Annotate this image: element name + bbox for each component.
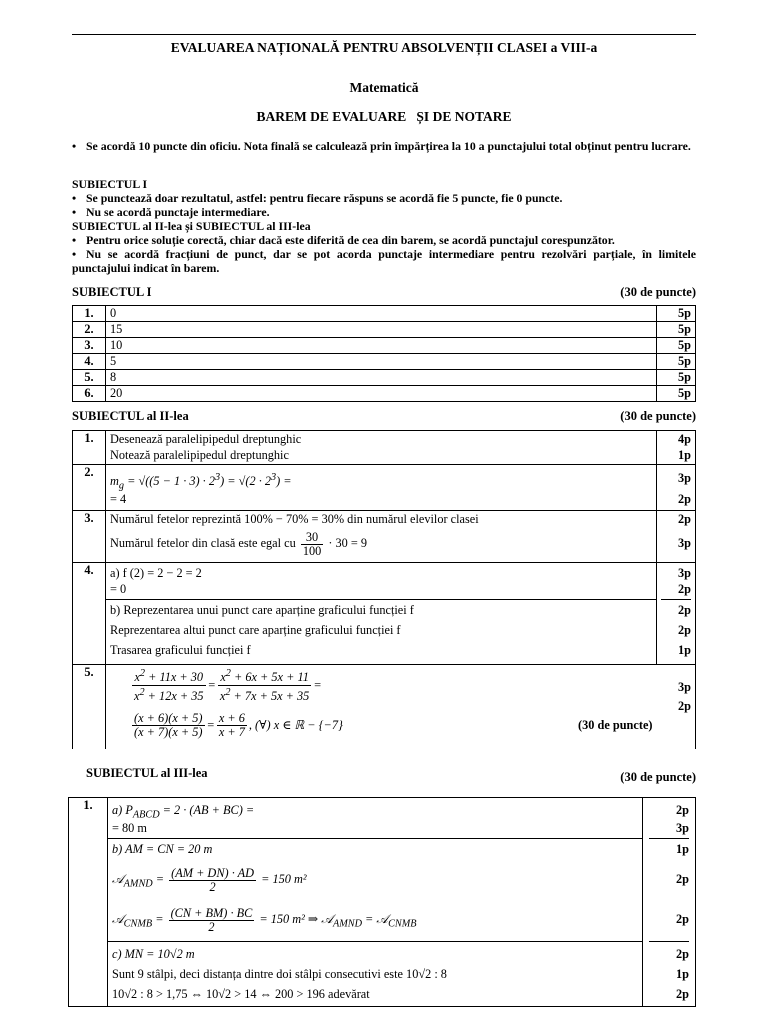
s1-item-points: 5p [657, 322, 696, 338]
s1-item-answer: 8 [106, 370, 657, 386]
s1-item-number: 6. [73, 386, 106, 402]
note-1: • Se acordă 10 puncte din oficiu. Nota finală se calculează prin împărțirea la 10 a punctajului total obținut pentru lucrare. [72, 139, 691, 153]
note-sub23-head: SUBIECTUL al II-lea și SUBIECTUL al III-lea [72, 219, 311, 233]
s1-item-points: 5p [657, 306, 696, 322]
s1-item-number: 4. [73, 354, 106, 370]
s2-r5-line1: $\frac{x^2 + 11x + 30}{x^2 + 12x + 35}$ = $\frac{x^2 + 6x + 5x + 11}{x^2 + 7x + 5x + 35}$ = [134, 668, 322, 703]
s1-item-number: 1. [73, 306, 106, 322]
note-sub1-head: SUBIECTUL I [72, 177, 148, 191]
top-rule [72, 34, 696, 35]
s2-r5-line2: $\frac{(x + 6)(x + 5)}{(x + 7)(x + 5)}$ = $\frac{x + 6}{x + 7}$ , (∀) x ∈ ℝ − {−7} (30 de puncte) [134, 710, 653, 739]
note-5: • Nu se acordă fracțiuni de punct, dar se pot acorda punctaje intermediare pentru rezolvări parțiale, în limitele punctajului indicat în barem. [72, 247, 696, 275]
s2-row-5: 5. $\frac{x^2 + 11x + 30}{x^2 + 12x + 35}$ = $\frac{x^2 + 6x + 5x + 11}{x^2 + 7x + 5x + 35}$ = $\frac{(x + 6)(x + 5)}{(x + 7)(x + 5)}$ = $\frac{x + 6}{x + 7}$ , (∀) x ∈ ℝ − {−7} (30 de puncte) 3p 2p [73, 665, 696, 749]
barem-title: BAREM DE EVALUARE ȘI DE NOTARE [256, 109, 512, 124]
s1-row [73, 338, 696, 354]
s1-row [73, 354, 696, 370]
s2-table [72, 430, 696, 749]
s1-item-answer: 10 [106, 338, 657, 354]
note-3: • Nu se acordă punctaje intermediare. [72, 205, 270, 219]
s2-row-4: 4. a) f (2) = 2 − 2 = 2 = 0 b) Reprezentarea unui punct care aparține graficului funcției f Reprezentarea altui punct care aparține graficului funcției f Trasarea graficului funcției f 3p 2p 2p 2p 1p [73, 563, 696, 665]
s1-item-number: 3. [73, 338, 106, 354]
note-4: • Pentru orice soluție corectă, chiar dacă este diferită de cea din barem, se acordă punctajul corespunzător. [72, 233, 615, 247]
s1-item-points: 5p [657, 338, 696, 354]
s1-row [73, 322, 696, 338]
s1-item-number: 5. [73, 370, 106, 386]
s3-b2-formula: 𝒜$_{AMND}$ = $\frac{(AM + DN) \cdot AD}{2}$ = 150 m² [112, 865, 307, 894]
note-2: • Se punctează doar rezultatul, astfel: pentru fiecare răspuns se acordă fie 5 puncte, fie 0 puncte. [72, 191, 563, 205]
s1-item-points: 5p [657, 370, 696, 386]
s2-header: SUBIECTUL al II-lea (30 de puncte) [72, 409, 696, 423]
s1-item-points: 5p [657, 386, 696, 402]
s1-item-answer: 0 [106, 306, 657, 322]
s1-item-number: 2. [73, 322, 106, 338]
s3-header: SUBIECTUL al III-lea (30 de puncte) [86, 766, 696, 784]
s3-b3-formula: 𝒜$_{CNMB}$ = $\frac{(CN + BM) \cdot BC}{2}$ = 150 m² ⇒ 𝒜$_{AMND}$ = 𝒜$_{CNMB}$ [112, 905, 417, 934]
s2-r2-formula: $m_g = √((5 - 1 \cdot 3) \cdot 2^3) = √(2 \cdot 2^3)$ = [110, 472, 292, 492]
s1-item-answer: 15 [106, 322, 657, 338]
fraction-30-100: $\frac{30}{100}$ [302, 529, 322, 558]
s1-item-points: 5p [657, 354, 696, 370]
subject-title: Matematică [349, 80, 419, 95]
s2-row-2: 2. $m_g = √((5 - 1 \cdot 3) \cdot 2^3) = √(2 \cdot 2^3)$ = = 4 3p 2p [73, 465, 696, 511]
s3-a1: a) $P_{ABCD} = 2 \cdot (AB + BC)$ = [112, 803, 255, 821]
s1-item-answer: 5 [106, 354, 657, 370]
s1-header: SUBIECTUL I (30 de puncte) [72, 285, 696, 299]
s1-row [73, 386, 696, 402]
s1-table [72, 305, 696, 402]
s2-row-1: 1. Desenează paralelipipedul dreptunghic Notează paralelipipedul dreptunghic 4p 1p [73, 431, 696, 465]
s3-row-1: 1. a) $P_{ABCD} = 2 \cdot (AB + BC)$ = = 80 m b) AM = CN = 20 m 𝒜$_{AMND}$ = $\frac{(AM + DN) \cdot AD}{2}$ = 150 m² 𝒜$_{CNMB}$ = $\frac{(CN + BM) \cdot BC}{2}$ = 150 m² ⇒ 𝒜$_{AMND}$ = 𝒜$_{CNMB}$ c) MN = 10√2 m Sunt 9 stâlpi, deci distanța dintre doi stâlpi consecutivi este 10√2 : 8 10√2 : 8 > 1,75 ⇔ 10√2 > 14 ⇔ 200 > 196 adevărat 2p 3p 1p 2p 2p 2p 1p 2p [69, 798, 696, 1007]
s1-row [73, 306, 696, 322]
s1-item-answer: 20 [106, 386, 657, 402]
s3-table [68, 797, 696, 1007]
document-title: EVALUAREA NAȚIONALĂ PENTRU ABSOLVENȚII CLASEI a VIII-a [170, 40, 598, 55]
s2-row-3: 3. Numărul fetelor reprezintă 100% − 70% = 30% din numărul elevilor clasei Numărul fetelor din clasă este egal cu $\frac{30}{100}$ · 30 = 9 2p 3p [73, 511, 696, 563]
s1-row [73, 370, 696, 386]
